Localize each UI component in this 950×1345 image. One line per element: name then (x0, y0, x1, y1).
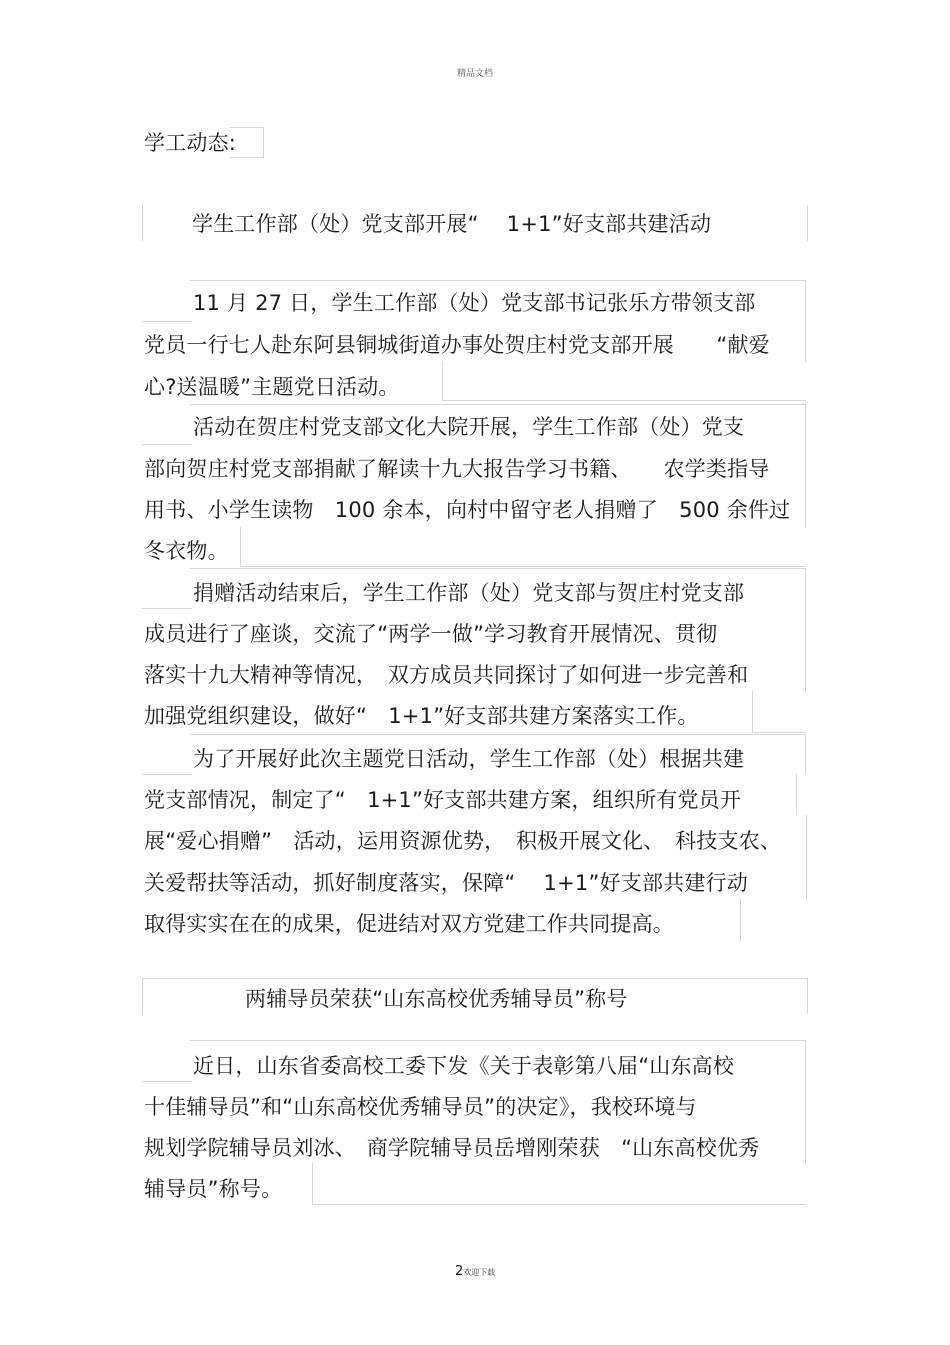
p4-right-line-c (740, 899, 741, 941)
article1-p3-line3: 落实十九大精神等情况， 双方成员共同探讨了如何进一步完善和 (144, 663, 749, 687)
article1-p3-line1: 捐赠活动结束后，学生工作部（处）党支部与贺庄村党支部 (193, 581, 745, 605)
a2p1-indent-line (142, 1081, 192, 1082)
p2-indent-line (142, 444, 192, 445)
article1-p2-tail-frame (240, 527, 806, 567)
article1-p1-line1: 11 月 27 日，学生工作部（处）党支部书记张乐方带领支部 (193, 291, 756, 315)
p4-right-line-a (796, 774, 797, 815)
article1-p4-line4: 关爱帮扶等活动，抓好制度落实，保障“ 1+1”好支部共建行动 (144, 871, 748, 895)
article1-p4-line1: 为了开展好此次主题党日活动，学生工作部（处）根据共建 (193, 747, 745, 771)
page-header: 精品文档 (457, 69, 494, 79)
article1-p2-line4: 冬衣物。 (144, 539, 229, 563)
article1-p1-line3: 心?送温暖”主题党日活动。 (144, 375, 400, 399)
p1-indent-line (142, 321, 192, 322)
article1-p2-line1: 活动在贺庄村党支部文化大院开展，学生工作部（处）党支 (193, 415, 745, 439)
article1-p3-line2: 成员进行了座谈，交流了“两学一做”学习教育开展情况、贯彻 (144, 622, 718, 646)
p4-right-line-b (806, 815, 807, 899)
article1-p4-line5: 取得实实在在的成果，促进结对双方党建工作共同提高。 (144, 912, 674, 936)
article1-p2-line3: 用书、小学生读物 100 余本，向村中留守老人捐赠了 500 余件过 (144, 498, 791, 522)
article1-p1-tail-frame (442, 361, 806, 401)
page-footer (455, 1260, 495, 1279)
page-number: 2 (455, 1264, 464, 1279)
article1-title: 学生工作部（处）党支部开展“ 1+1”好支部共建活动 (192, 212, 712, 236)
section-label: 学工动态: (144, 131, 237, 155)
article2-p1-line4: 辅导员”称号。 (144, 1177, 283, 1201)
p4-indent-line (142, 774, 192, 775)
article1-p1-line2: 党员一行七人赴东阿县铜城街道办事处贺庄村党支部开展 “献爱 (144, 333, 770, 357)
section-label-frame (230, 127, 264, 158)
article2-title: 两辅导员荣获“山东高校优秀辅导员”称号 (245, 987, 628, 1011)
article1-p3-line4: 加强党组织建设，做好“ 1+1”好支部共建方案落实工作。 (144, 704, 699, 728)
footer-text: 欢迎下载 (463, 1268, 496, 1277)
article1-p3-tail-frame (752, 691, 806, 733)
p3-indent-line (142, 608, 192, 609)
article2-p1-line1: 近日，山东省委高校工委下发《关于表彰第八届“山东高校 (193, 1054, 735, 1078)
article1-p2-line2: 部向贺庄村党支部捐献了解读十九大报告学习书籍、 农学类指导 (144, 457, 770, 481)
article1-p4-line3: 展“爱心捐赠” 活动，运用资源优势， 积极开展文化、 科技支农、 (144, 829, 782, 853)
article2-p1-tail-frame (312, 1163, 806, 1205)
article1-p4-line2: 党支部情况，制定了“ 1+1”好支部共建方案，组织所有党员开 (144, 788, 742, 812)
article2-p1-line2: 十佳辅导员”和“山东高校优秀辅导员”的决定》，我校环境与 (144, 1095, 697, 1119)
article2-p1-line3: 规划学院辅导员刘冰、 商学院辅导员岳增刚荣获 “山东高校优秀 (144, 1136, 760, 1160)
